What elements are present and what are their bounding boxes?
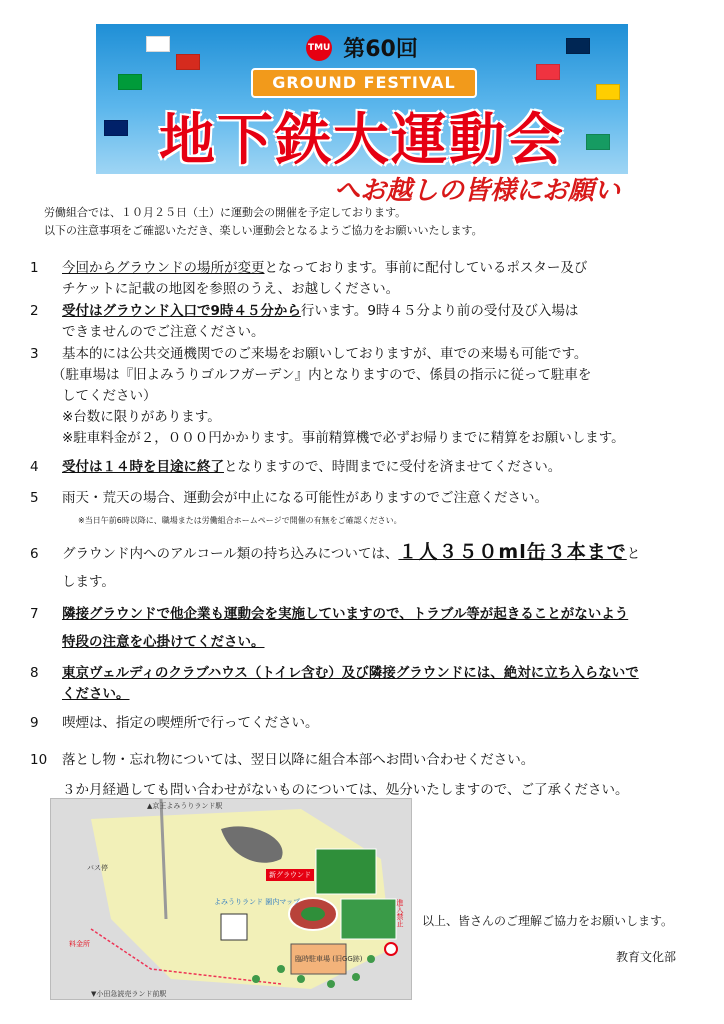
item-text: グラウンド内へのアルコール類の持ち込みについては、: [62, 546, 399, 562]
notice-item-9: [30, 713, 700, 734]
item-text: ３か月経過しても問い合わせがないものについては、処分いたしますので、ご了承ください。: [62, 782, 629, 798]
weather-note: ※当日午前6時以降に、職場または労働組合ホームページで開催の有無をご確認ください。: [78, 516, 402, 525]
event-banner: [96, 24, 628, 174]
notice-item-3: [30, 344, 700, 449]
emphasis: 今回からグラウンドの場所が変更: [62, 260, 265, 276]
closing-text: 以上、皆さんのご理解ご協力をお願いします。: [422, 914, 674, 928]
emphasis: 隣接グラウンドで他企業も運動会を実施していますので、トラブル等が起きることがないよう: [62, 606, 629, 622]
item-text: 雨天・荒天の場合、運動会が中止になる可能性がありますのでご注意ください。: [62, 490, 548, 506]
item-text: チケットに記載の地図を参照のうえ、お越しください。: [62, 281, 400, 297]
item-text: ※駐車料金が２，０００円かかります。事前精算機で必ずお帰りまでに精算をお願いします。: [62, 430, 625, 446]
map-label: 進入禁止: [396, 899, 404, 927]
item-number: 3: [30, 346, 39, 362]
ground-festival-label: GROUND FESTIVAL: [251, 68, 477, 98]
map-label: よみうりランド 園内マップ: [214, 898, 300, 906]
notice-item-7: [30, 600, 700, 656]
notice-item-1: [30, 258, 700, 300]
item-text: してください）: [62, 388, 157, 404]
notice-item-10: [30, 745, 700, 805]
item-number: 1: [30, 260, 39, 276]
item-text: 落とし物・忘れ物については、翌日以降に組合本部へお問い合わせください。: [62, 752, 535, 768]
venue-map: [50, 798, 412, 1000]
flag-decoration: [118, 74, 142, 90]
alcohol-limit: １人３５０ml缶３本まで: [398, 541, 627, 563]
item-number: 5: [30, 490, 39, 506]
item-text: ※台数に限りがあります。: [62, 409, 221, 425]
notice-item-4: [30, 457, 700, 478]
item-text: します。: [62, 574, 115, 590]
page-subtitle: へお越しの皆様にお願い: [334, 176, 621, 206]
item-number: 2: [30, 303, 39, 319]
round-line: [96, 32, 628, 63]
flag-decoration: [536, 64, 560, 80]
map-label: 新グラウンド: [266, 869, 314, 881]
item-text: 基本的には公共交通機関でのご来場をお願いしておりますが、車での来場も可能です。: [62, 346, 588, 362]
emphasis: 東京ヴェルディのクラブハウス（トイレ含む）及び隣接グラウンドには、絶対に立ち入らないで: [62, 665, 639, 681]
item-text: できませんのでご注意ください。: [62, 324, 265, 340]
banner-title: 地下鉄大運動会: [159, 108, 565, 173]
intro-line: 以下の注意事項をご確認いただき、楽しい運動会となるようご協力をお願いいたします。: [44, 224, 483, 237]
department-name: 教育文化部: [616, 950, 677, 964]
emphasis: ください。: [62, 686, 130, 702]
map-label: バス停: [87, 864, 108, 872]
emphasis: 受付はグラウンド入口で9時４５分から: [62, 303, 301, 319]
emphasis: 特段の注意を心掛けてください。: [62, 634, 265, 650]
map-label: 臨時駐車場 (旧GG跡): [295, 955, 363, 963]
tmu-logo: TMU: [306, 35, 332, 61]
item-text: と: [626, 546, 641, 562]
notice-item-2: [30, 301, 700, 343]
emphasis: 受付は１４時を目途に終了: [62, 459, 224, 475]
notice-item-8: [30, 663, 700, 705]
intro-line: 労働組合では、１０月２５日（土）に運動会の開催を予定しております。: [44, 206, 407, 219]
notice-item-5: [30, 488, 700, 509]
item-number: 9: [30, 715, 39, 731]
item-number: 10: [30, 752, 48, 768]
round-number: 第60回: [343, 37, 418, 62]
item-text: （駐車場は『旧よみうりゴルフガーデン』内となりますので、係員の指示に従って駐車を: [52, 367, 592, 383]
map-label: ▼小田急読売ランド前駅: [91, 990, 167, 998]
item-text: 喫煙は、指定の喫煙所で行ってください。: [62, 715, 319, 731]
item-text: となっております。事前に配付しているポスター及び: [264, 260, 588, 276]
notice-item-6: [30, 538, 700, 596]
item-number: 8: [30, 665, 39, 681]
item-number: 6: [30, 546, 39, 562]
item-number: 4: [30, 459, 39, 475]
map-label: 料金所: [69, 940, 90, 948]
item-text: となりますので、時間までに受付を済ませてください。: [224, 459, 562, 475]
item-number: 7: [30, 606, 39, 622]
item-text: 行います。9時４５分より前の受付及び入場は: [300, 303, 579, 319]
intro-text: [44, 204, 684, 240]
map-label: ▲京王よみうりランド駅: [147, 802, 223, 810]
